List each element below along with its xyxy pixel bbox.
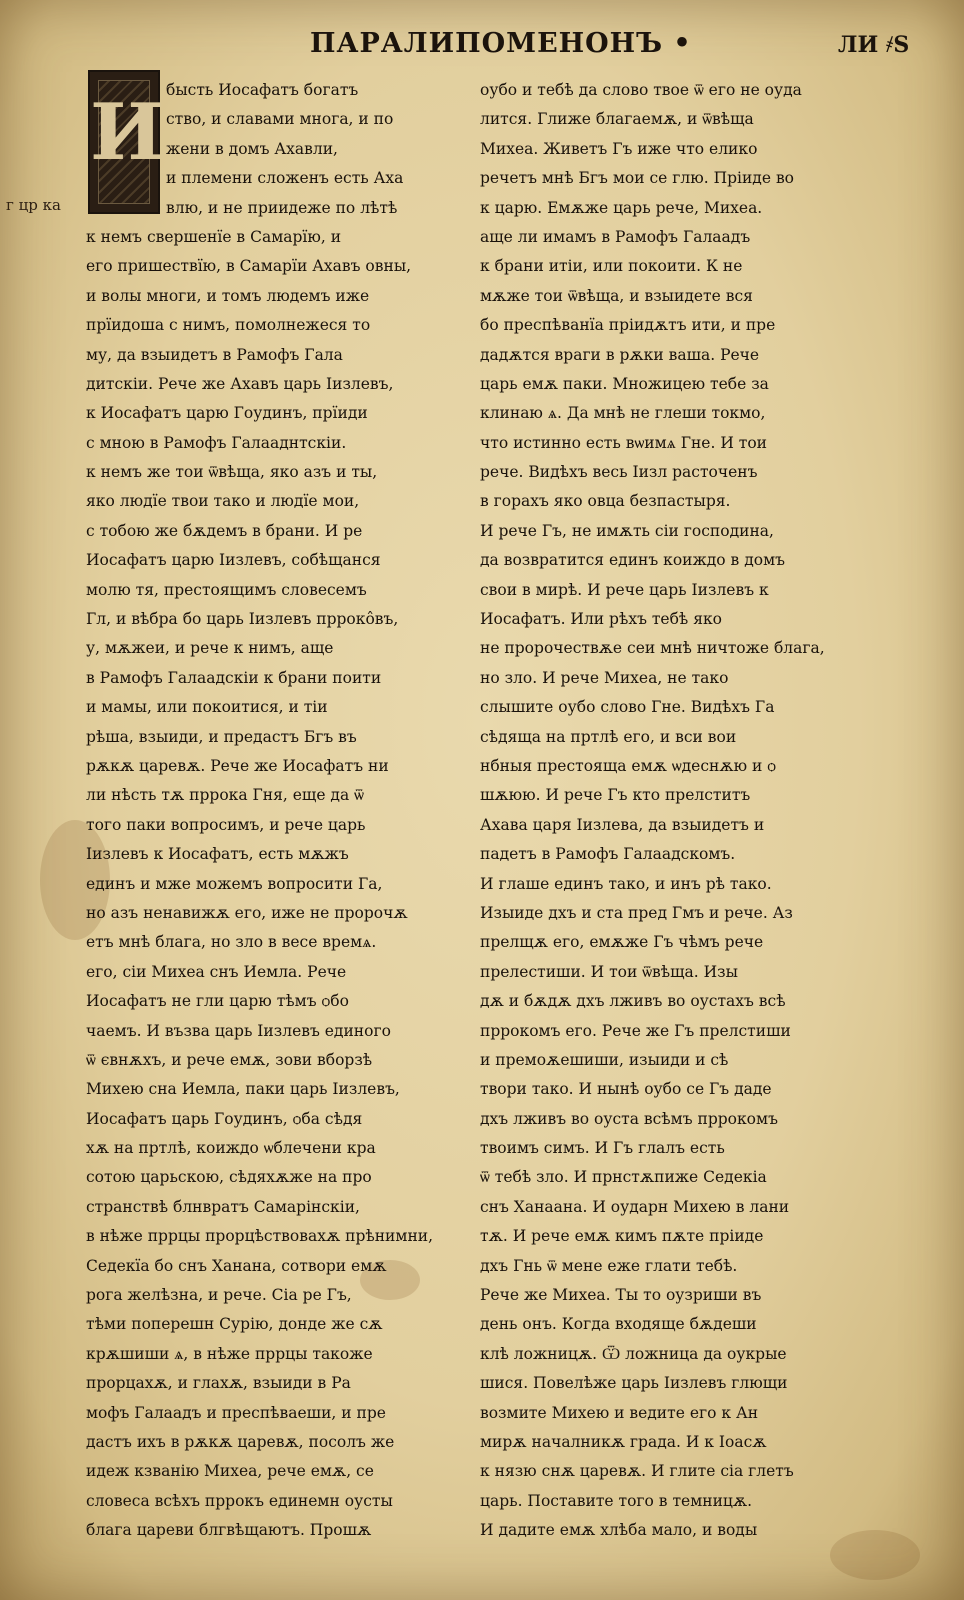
text-line: рече. Видѣхъ весь Iизл расточенъ [480, 463, 758, 482]
text-line: день онъ. Когда входяще бѫдеши [480, 1315, 757, 1334]
initial-letter: И [90, 87, 164, 178]
text-line: не пророчествѫе сеи мнѣ ничтоже блага, [480, 639, 825, 658]
text-line: тѣми поперешн Сурiю, донде же сѫ [86, 1315, 383, 1334]
text-line: пррокомъ его. Рече же Гъ прелстиши [480, 1021, 791, 1040]
text-line: его пришествїю, в Самарїи Ахавъ овны, [86, 257, 412, 276]
text-line: етъ мнѣ блага, но зло в весе времѧ. [86, 933, 377, 952]
text-line: твоимъ симъ. И Гъ глалъ есть [480, 1139, 725, 1158]
text-line: идеж кзванiю Михеа, рече емѫ, се [86, 1462, 374, 1481]
text-line: с мною в Рамофъ Галааднтскiи. [86, 433, 347, 452]
text-line: в Рамофъ Галаадскiи к брани поити [86, 668, 382, 687]
text-line: мѫже тои ѿвѣща, и взыидете вся [480, 286, 753, 305]
text-line: единъ и мже можемъ вопросити Га, [86, 874, 383, 893]
text-line: И глаше единъ тако, и инъ рѣ тако. [480, 874, 772, 893]
text-line: рѣша, взыиди, и предастъ Бгъ въ [86, 727, 357, 746]
text-line: дитскiи. Рече же Ахавъ царь Iизлевъ, [86, 374, 394, 393]
text-line: шѫюю. И рече Гъ кто прелститъ [480, 786, 751, 805]
text-line: слышите оубо слово Гне. Видѣхъ Га [480, 698, 775, 717]
text-line: прелестиши. И тои ѿвѣща. Изы [480, 962, 738, 981]
text-line: что истинно есть вѡимѧ Гне. И тои [480, 433, 768, 452]
text-line: ли нѣсть тѫ пррока Гня, еще да ѿ [86, 786, 364, 805]
text-line: речетъ мнѣ Бгъ мои се глю. Прiиде во [480, 169, 795, 188]
text-line: Ахава царя Iизлева, да взыидетъ и [480, 815, 765, 834]
text-line: дѫ и бѫдѫ дхъ лживъ во оустахъ всѣ [480, 992, 786, 1011]
text-line: влю, и не приидеже по лѣтѣ [166, 198, 398, 217]
text-line: в нѣже пррцы прорцѣствовахѫ прѣнимни, [86, 1227, 434, 1246]
text-line: ѿ тебѣ зло. И прнстѫпиже Седекiа [480, 1168, 767, 1187]
text-line: рога желѣзна, и рече. Сiа ре Гъ, [86, 1286, 352, 1305]
text-line: к царю. Емѫже царь рече, Михеа. [480, 198, 763, 217]
text-line: сотою царьскою, сѣдяхѫже на про [86, 1168, 372, 1187]
text-line: рѫкѫ царевѫ. Рече же Иосафатъ ни [86, 756, 389, 775]
text-line: И дадите емѫ хлѣба мало, и воды [480, 1521, 758, 1540]
text-line: прелщѫ его, емѫже Гъ чѣмъ рече [480, 933, 764, 952]
text-line: чаемъ. И възва царь Iизлевъ единого [86, 1021, 391, 1040]
text-line: жени в домъ Ахавли, [166, 139, 338, 158]
text-line: странствѣ блнвратъ Самарiнскiи, [86, 1197, 360, 1216]
text-line: Иосафатъ царь Гоудинъ, ѻба сѣдя [86, 1109, 363, 1128]
text-line: и премоѫешиши, изыиди и сѣ [480, 1050, 729, 1069]
text-line: шися. Повелѣже царь Iизлевъ глющи [480, 1374, 788, 1393]
text-line: мофъ Галаадъ и преспѣваеши, и пре [86, 1403, 386, 1422]
text-line: оубо и тебѣ да слово твое ѿ его не оуда [480, 81, 802, 99]
text-line: лится. Глиже благаемѫ, и ѿвѣща [480, 110, 754, 129]
text-line: у, мѫжеи, и рече к нимъ, аще [86, 639, 334, 658]
text-line: к брани итiи, или покоити. К не [480, 257, 743, 276]
text-line: того паки вопросимъ, и рече царь [86, 815, 366, 834]
right-text-column [480, 76, 860, 1546]
text-line: бо преспѣванїа прiидѫтъ ити, и пре [480, 316, 776, 335]
text-line: да возвратится единъ коиждо в домъ [480, 551, 786, 570]
text-line: дхъ Гнь ѿ мене еже глати тебѣ. [480, 1256, 738, 1275]
text-line: свои в мирѣ. И рече царь Iизлевъ к [480, 580, 769, 599]
text-line: ство, и славами многа, и по [166, 110, 394, 129]
text-line: к немъ же тои ѿвѣща, яко азъ и ты, [86, 463, 378, 482]
text-line: Иосафатъ не гли царю тѣмъ ѻбо [86, 992, 349, 1011]
text-line: аще ли имамъ в Рамофъ Галаадъ [480, 227, 751, 246]
text-line: твори тако. И нынѣ оубо се Гъ даде [480, 1080, 772, 1099]
text-line: Гл, и вѣбра бо царь Iизлевъ пррокôвъ, [86, 610, 399, 629]
text-line: и племени сложенъ есть Аха [166, 169, 404, 188]
text-line: к немъ свершенїе в Самарїю, и [86, 227, 342, 246]
text-line: но азъ ненавижѫ его, иже не пророчѫ [86, 903, 408, 922]
text-line: дастъ ихъ в рѫкѫ царевѫ, посолъ же [86, 1432, 395, 1451]
text-line: снъ Ханаана. И оударн Михею в лани [480, 1197, 790, 1216]
text-line: молю тя, престоящимъ словесемъ [86, 580, 367, 599]
text-line: Михею сна Иемла, паки царь Iизлевъ, [86, 1080, 400, 1099]
text-line: царь. Поставите того в темницѫ. [480, 1491, 753, 1510]
text-line: крѫшиши ѧ, в нѣже пррцы такоже [86, 1344, 373, 1363]
text-line: хѫ на пртлѣ, коиждо ѡблечени кра [86, 1139, 376, 1158]
text-line: и волы многи, и томъ людемъ иже [86, 286, 370, 305]
text-line: дадѫтся враги в рѫки ваша. Рече [480, 345, 760, 364]
text-line: Iизлевъ к Иосафатъ, есть мѫжъ [86, 845, 349, 864]
text-line: И рече Гъ, не имѫть сiи господина, [480, 521, 774, 540]
text-line: бысть Иосафатъ богатъ [166, 81, 359, 99]
text-line: падетъ в Рамофъ Галаадскомъ. [480, 845, 736, 864]
text-line: яко людїе твои тако и людїе мои, [86, 492, 360, 511]
text-line: мирѫ началникѫ града. И к Ioасѫ [480, 1432, 767, 1451]
text-line: словеса всѣхъ пррокъ единемн оусты [86, 1491, 393, 1510]
text-line: му, да взыидетъ в Рамофъ Гала [86, 345, 343, 364]
text-line: клѣ ложницѫ. Ѿ ложница да оукрые [480, 1344, 787, 1363]
text-line: Рече же Михеа. Ты то оузриши въ [480, 1286, 762, 1305]
text-line: царь емѫ паки. Множицею тебе за [480, 374, 769, 393]
text-line: но зло. И рече Михеа, не тако [480, 668, 729, 687]
margin-note: г цр ка [6, 196, 61, 214]
text-line: с тобою же бѫдемъ в брани. И ре [86, 521, 363, 540]
text-line: Седекїа бо снъ Ханана, сотвори емѫ [86, 1256, 387, 1275]
text-line: блага цареви блгвѣщаютъ. Прошѫ [86, 1521, 372, 1540]
page-title: ПАРАЛИПОМЕНОНЪ • [310, 28, 692, 59]
text-line: к Иосафатъ царю Гоудинъ, прїиди [86, 404, 368, 423]
text-line: тѫ. И рече емѫ кимъ пѫте прiиде [480, 1227, 764, 1246]
text-line: возмите Михею и ведите его к Ан [480, 1403, 759, 1422]
text-line: прорцахѫ, и глахѫ, взыиди в Ра [86, 1374, 351, 1393]
text-line: сѣдяща на пртлѣ его, и вси вои [480, 727, 737, 746]
text-line: дхъ лживъ во оуста всѣмъ пррокомъ [480, 1109, 778, 1128]
text-line: в горахъ яко овца безпастыря. [480, 492, 731, 511]
text-line: его, сiи Михеа снъ Иемла. Рече [86, 962, 347, 981]
text-line: к нязю снѫ царевѫ. И глите сiа глетъ [480, 1462, 794, 1481]
text-line: Михеа. Живетъ Гъ иже что елико [480, 139, 758, 158]
page-number: ЛИ ҂S [838, 32, 910, 58]
text-line: ѿ євнѫхъ, и рече емѫ, зови вборзѣ [86, 1050, 373, 1069]
text-line: клинаю ѧ. Да мнѣ не глеши токмо, [480, 404, 766, 423]
text-line: нбныя престояща емѫ ѡдеснѫю и ѻ [480, 756, 777, 775]
left-text-column [86, 76, 464, 1546]
text-line: Изыиде дхъ и ста пред Гмъ и рече. Аз [480, 903, 793, 922]
text-line: прїидоша с нимъ, помолнежеся то [86, 316, 371, 335]
text-line: Иосафатъ царю Iизлевъ, собѣщанся [86, 551, 381, 570]
text-line: Иосафатъ. Или рѣхъ тебѣ яко [480, 610, 723, 629]
text-line: и мамы, или покоитися, и тiи [86, 698, 328, 717]
